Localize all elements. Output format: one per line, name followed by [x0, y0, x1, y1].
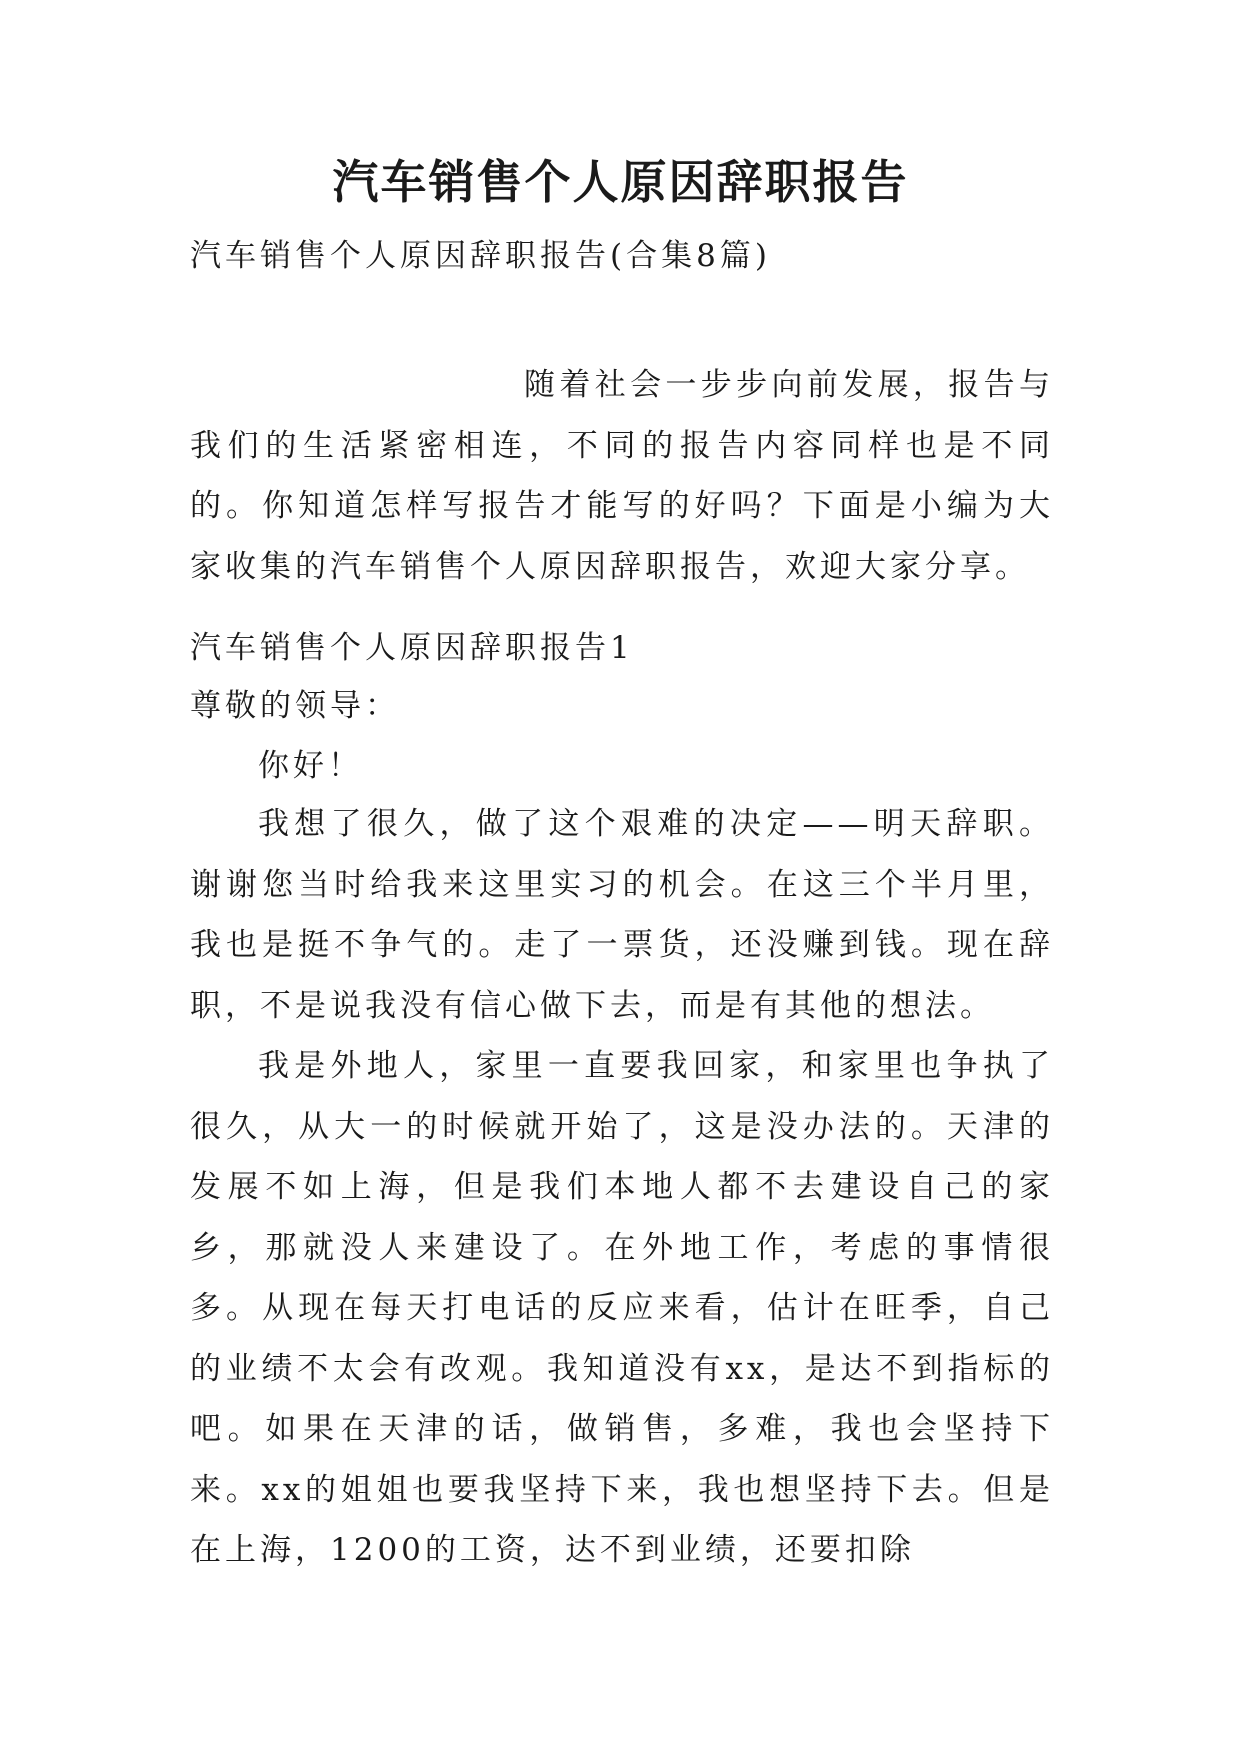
body-paragraph: 我想了很久，做了这个艰难的决定——明天辞职。谢谢您当时给我来这里实习的机会。在这三个半月里，我也是挺不争气的。走了一票货，还没赚到钱。现在辞职，不是说我没有信心做下去，而是有其他的想法。 — [190, 806, 1054, 1024]
document-subtitle: 汽车销售个人原因辞职报告(合集8篇) — [190, 238, 771, 274]
section-heading: 汽车销售个人原因辞职报告1 — [190, 630, 634, 666]
salutation: 尊敬的领导： — [190, 688, 400, 724]
greeting: 你好！ — [258, 748, 363, 784]
intro-paragraph: 随着社会一步步向前发展，报告与我们的生活紧密相连，不同的报告内容同样也是不同的。你知道怎样写报告才能写的好吗？下面是小编为大家收集的汽车销售个人原因辞职报告，欢迎大家分享。 — [190, 367, 1054, 585]
document-title: 汽车销售个人原因辞职报告 — [332, 155, 909, 209]
body-paragraph: 我是外地人，家里一直要我回家，和家里也争执了很久，从大一的时候就开始了，这是没办法的。天津的发展不如上海，但是我们本地人都不去建设自己的家乡，那就没人来建设了。在外地工作，考虑的事情很多。从现在每天打电话的反应来看，估计在旺季，自己的业绩不太会有改观。我知道没有xx，是达不到指标的吧。如果在天津的话，做销售，多难，我也会坚持下来。xx的姐姐也要我坚持下来，我也想坚持下去。但是在上海，1200的工资，达不到业绩，还要扣除 — [190, 1048, 1054, 1568]
